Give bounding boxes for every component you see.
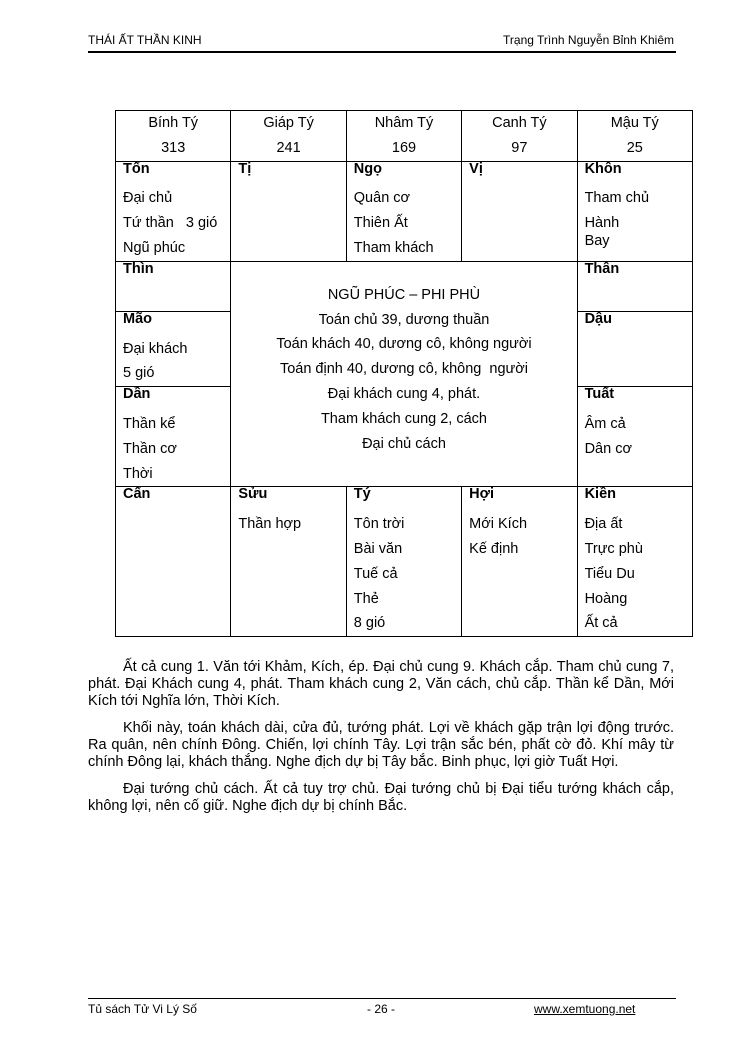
body-text	[88, 659, 674, 815]
cell-giap-ty: Giáp Tý 241	[231, 111, 346, 162]
header-author: Trạng Trình Nguyễn Bỉnh Khiêm	[503, 33, 674, 47]
cell-ton: Tốn Đại chủ Tứ thần 3 gió Ngũ phúc	[116, 161, 231, 261]
paragraph: Đại tướng chủ cách. Ất cả tuy trợ chủ. Đại tướng chủ bị Đại tiểu tướng khách cắp, không lợi, nên cố giữ. Nghe địch dự bị chính Bắc.	[88, 781, 674, 814]
cell-hoi: Hợi Mới Kích Kế định	[462, 487, 577, 637]
footer-website-link[interactable]: www.xemtuong.net	[534, 1002, 636, 1016]
paragraph: Ất cả cung 1. Văn tới Khảm, Kích, ép. Đại chủ cung 9. Khách cắp. Tham chủ cung 7, phát. Đại Khách cung 4, phát. Tham khách cung 2, Văn cách, chủ cắp. Thần kể Dần, Mới Kích tới Nghĩa lớn, Thời Kích.	[88, 659, 674, 709]
cell-tuat: Tuất Âm cả Dân cơ	[577, 387, 692, 487]
cell-ngo: Ngọ Quân cơ Thiên Ất Tham khách	[346, 161, 461, 261]
center-title: NGŨ PHÚC – PHI PHÙ	[327, 286, 481, 303]
cell-can: Cấn	[116, 487, 231, 637]
paragraph: Khối này, toán khách dài, cửa đủ, tướng phát. Lợi về khách gặp trận lợi động trước. Ra quân, nên chính Đông. Chiến, lợi chính Tây. Lợi trận sắc bén, phất cờ đỏ. Khí mây từ chính Đông lại, khách thắng. Nghe địch dự bị Tây bắc. Binh phục, lợi giờ Tuất Hợi.	[88, 720, 674, 770]
page-footer	[88, 998, 676, 1019]
cell-mao: Mão Đại khách 5 gió	[116, 311, 231, 386]
header-book-title: THÁI ẤT THẦN KINH	[88, 33, 202, 47]
cell-vi: Vị	[462, 161, 577, 261]
page-header	[88, 33, 676, 53]
cell-kien: Kiền Địa ất Trực phù Tiểu Du Hoàng Ất cả	[577, 487, 692, 637]
page-number: - 26 -	[367, 1002, 396, 1016]
cell-canh-ty: Canh Tý 97	[462, 111, 577, 162]
cell-ty: Tý Tôn trời Bài văn Tuế cả Thẻ 8 gió	[346, 487, 461, 637]
cell-mau-ty: Mậu Tý 25	[577, 111, 692, 162]
cell-binh-ty: Bính Tý 313	[116, 111, 231, 162]
center-panel: NGŨ PHÚC – PHI PHÙ Toán chủ 39, dương thuần Toán khách 40, dương cô, không người Toán định 40, dương cô, không người Đại khách cung 4, phát. Tham khách cung 2, cách Đại chủ cách	[231, 261, 577, 487]
cell-suu: Sửu Thần hợp	[231, 487, 346, 637]
cell-nham-ty: Nhâm Tý 169	[346, 111, 461, 162]
cell-thin: Thìn	[116, 261, 231, 311]
divination-table	[115, 110, 693, 637]
footer-series: Tủ sách Tử Vi Lý Số	[88, 1002, 197, 1016]
cell-dau: Dậu	[577, 311, 692, 386]
cell-dan: Dần Thần kể Thần cơ Thời	[116, 387, 231, 487]
cell-ti: Tị	[231, 161, 346, 261]
cell-khon: Khôn Tham chủ Hành Bay	[577, 161, 692, 261]
cell-than: Thân	[577, 261, 692, 311]
